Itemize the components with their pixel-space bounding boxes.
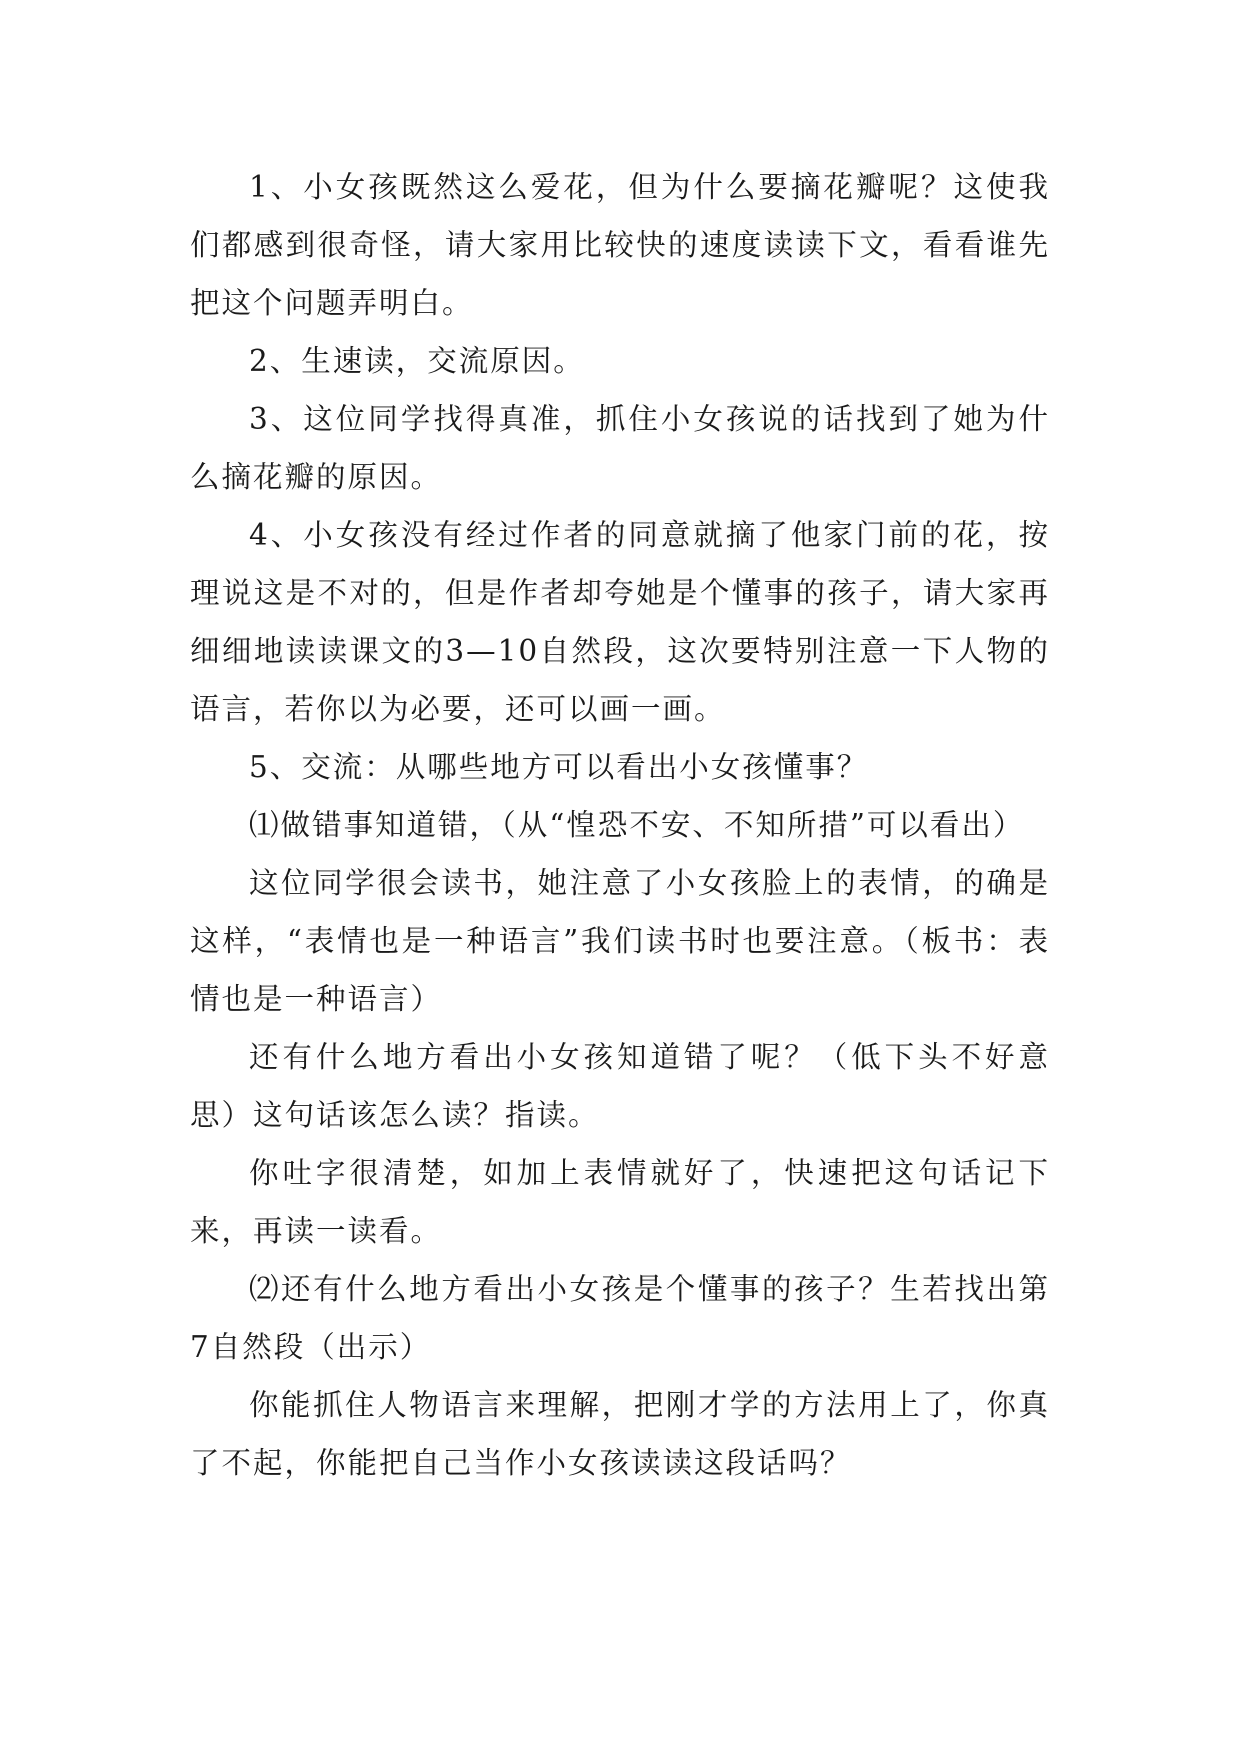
paragraph-10: ⑵还有什么地方看出小女孩是个懂事的孩子？生若找出第7自然段（出示）	[190, 1272, 1050, 1364]
paragraph-6: ⑴做错事知道错，（从“惶恐不安、不知所措”可以看出）	[249, 808, 1025, 842]
paragraph-4: 4、小女孩没有经过作者的同意就摘了他家门前的花，按理说这是不对的，但是作者却夸她是个懂事的孩子，请大家再细细地读读课文的3—10自然段，这次要特别注意一下人物的语言，若你以为必要，还可以画一画。	[190, 518, 1050, 726]
paragraph-3: 3、这位同学找得真准，抓住小女孩说的话找到了她为什么摘花瓣的原因。	[190, 402, 1050, 494]
paragraph-8: 还有什么地方看出小女孩知道错了呢？（低下头不好意思）这句话该怎么读？指读。	[190, 1040, 1050, 1132]
paragraph-2: 2、生速读，交流原因。	[249, 344, 585, 378]
paragraph-11: 你能抓住人物语言来理解，把刚才学的方法用上了，你真了不起，你能把自己当作小女孩读读这段话吗？	[190, 1388, 1050, 1480]
paragraph-1: 1、小女孩既然这么爱花，但为什么要摘花瓣呢？这使我们都感到很奇怪，请大家用比较快的速度读读下文，看看谁先把这个问题弄明白。	[190, 170, 1050, 320]
paragraph-9: 你吐字很清楚，如加上表情就好了，快速把这句话记下来，再读一读看。	[190, 1156, 1050, 1248]
document-body	[190, 158, 1050, 1492]
paragraph-5: 5、交流：从哪些地方可以看出小女孩懂事？	[249, 750, 869, 784]
paragraph-7: 这位同学很会读书，她注意了小女孩脸上的表情，的确是这样，“表情也是一种语言”我们读书时也要注意。（板书：表情也是一种语言）	[190, 866, 1050, 1016]
